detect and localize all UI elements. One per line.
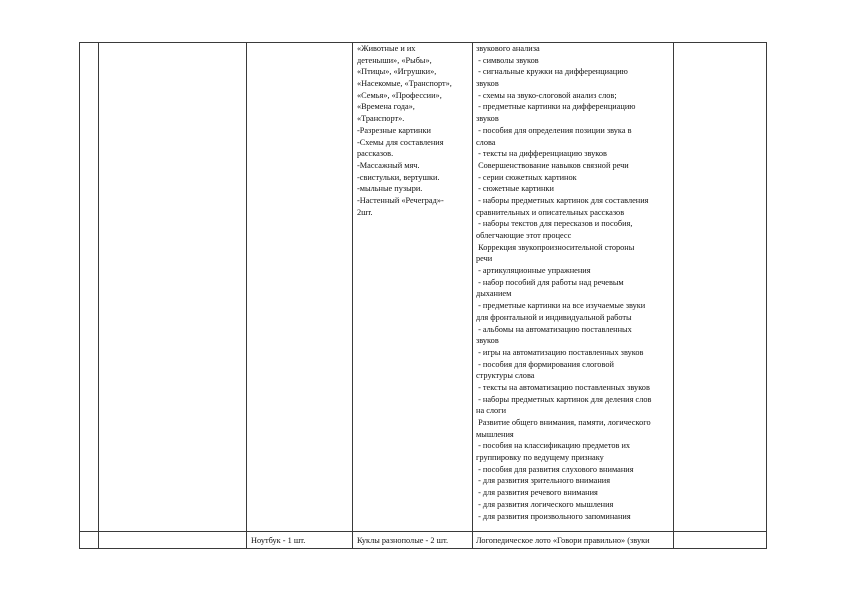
materials-line: - тексты на дифференциацию звуков [476,149,607,159]
materials-line: мышления [476,429,514,439]
table-border [79,42,80,548]
materials-line: - для развития зрительного внимания [476,476,611,486]
equipment-line: «Семья», «Профессии», [357,90,442,100]
table-border [352,42,353,548]
table-border [98,42,99,548]
materials-line: - для развития речевого внимания [476,488,598,498]
materials-line: - символы звуков [476,55,539,65]
materials-line: - наборы текстов для пересказов и пособия, [476,219,633,229]
equipment-line: «Времена года», [357,102,415,112]
equipment-line: -мыльные пузыри. [357,184,423,194]
equipment-line: «Животные и их [357,44,416,53]
equipment-line: рассказов. [357,149,394,159]
equipment-line: -Разрезные картинки [357,125,431,135]
materials-line: облегчающие этот процесс [476,231,572,240]
equipment-line: «Насекомые, «Транспорт», [357,79,452,89]
materials-cell: Логопедическое лото «Говори правильно» (звуки [476,536,650,545]
materials-line: на слоги [476,406,507,416]
materials-line: - пособия для определения позиции звука в [476,125,632,135]
materials-line: - альбомы на автоматизацию поставленных [476,324,632,334]
materials-line: звуков [476,79,499,89]
equipment-line: «Птицы», «Игрушки», [357,67,437,77]
equipment-list-cell [357,43,452,218]
materials-line: Развитие общего внимания, памяти, логического [476,418,651,427]
materials-line: дыханием [476,289,512,299]
table-border [79,531,767,532]
materials-line: - тексты на автоматизацию поставленных звуков [476,382,650,392]
equipment-line: 2шт. [357,207,373,217]
materials-line: Коррекция звукопроизносительной стороны [476,242,635,252]
materials-line: - предметные картинки на дифференциацию [476,102,636,112]
materials-line: - артикуляционные упражнения [476,266,591,276]
equipment-line: -Схемы для составления [357,137,444,147]
technical-means-cell: Ноутбук - 1 шт. [251,536,306,545]
materials-line: Совершенствование навыков связной речи [476,160,629,170]
materials-line: - наборы предметных картинок для деления слов [476,394,652,404]
table-border [79,548,767,549]
materials-line: структуры слова [476,371,535,381]
materials-line: сравнительных и описательных рассказов [476,207,625,217]
materials-line: - наборы предметных картинок для составления [476,195,649,205]
materials-line: - предметные картинки на все изучаемые звуки [476,301,646,311]
table-border [472,42,473,548]
equipment-line: детеныши», «Рыбы», [357,55,432,65]
materials-line: - игры на автоматизацию поставленных звуков [476,347,644,357]
materials-line: речи [476,254,493,264]
materials-line: - серии сюжетных картинок [476,172,577,182]
table-border [766,42,767,548]
materials-line: - для развития логического мышления [476,499,614,509]
materials-line: - схемы на звуко-слоговой анализ слов; [476,90,617,100]
materials-line: - сюжетные картинки [476,184,554,194]
materials-line: - пособия для развития слухового внимания [476,464,634,474]
materials-line: - пособия для формирования слоговой [476,359,614,369]
materials-line: - пособия на классификацию предметов их [476,441,631,451]
equipment-cell: Куклы разнополые - 2 шт. [357,536,449,545]
table-border [673,42,674,548]
materials-line: звуков [476,336,499,346]
equipment-line: -Настенный «Речеград»- [357,195,444,205]
materials-line: группировку по ведущему признаку [476,453,604,463]
equipment-line: «Транспорт». [357,114,405,124]
materials-line: - набор пособий для работы над речевым [476,277,624,287]
materials-line: звуков [476,114,499,124]
materials-line: звукового анализа [476,44,540,53]
materials-line: для фронтальной и индивидуальной работы [476,312,632,322]
materials-list-cell [476,43,651,522]
materials-line: слова [476,137,496,147]
table-border [246,42,247,548]
materials-line: - для развития произвольного запоминания [476,511,631,521]
materials-line: - сигнальные кружки на дифференциацию [476,67,628,77]
equipment-line: -Массажный мяч. [357,160,420,170]
equipment-line: -свистульки, вертушки. [357,172,440,182]
